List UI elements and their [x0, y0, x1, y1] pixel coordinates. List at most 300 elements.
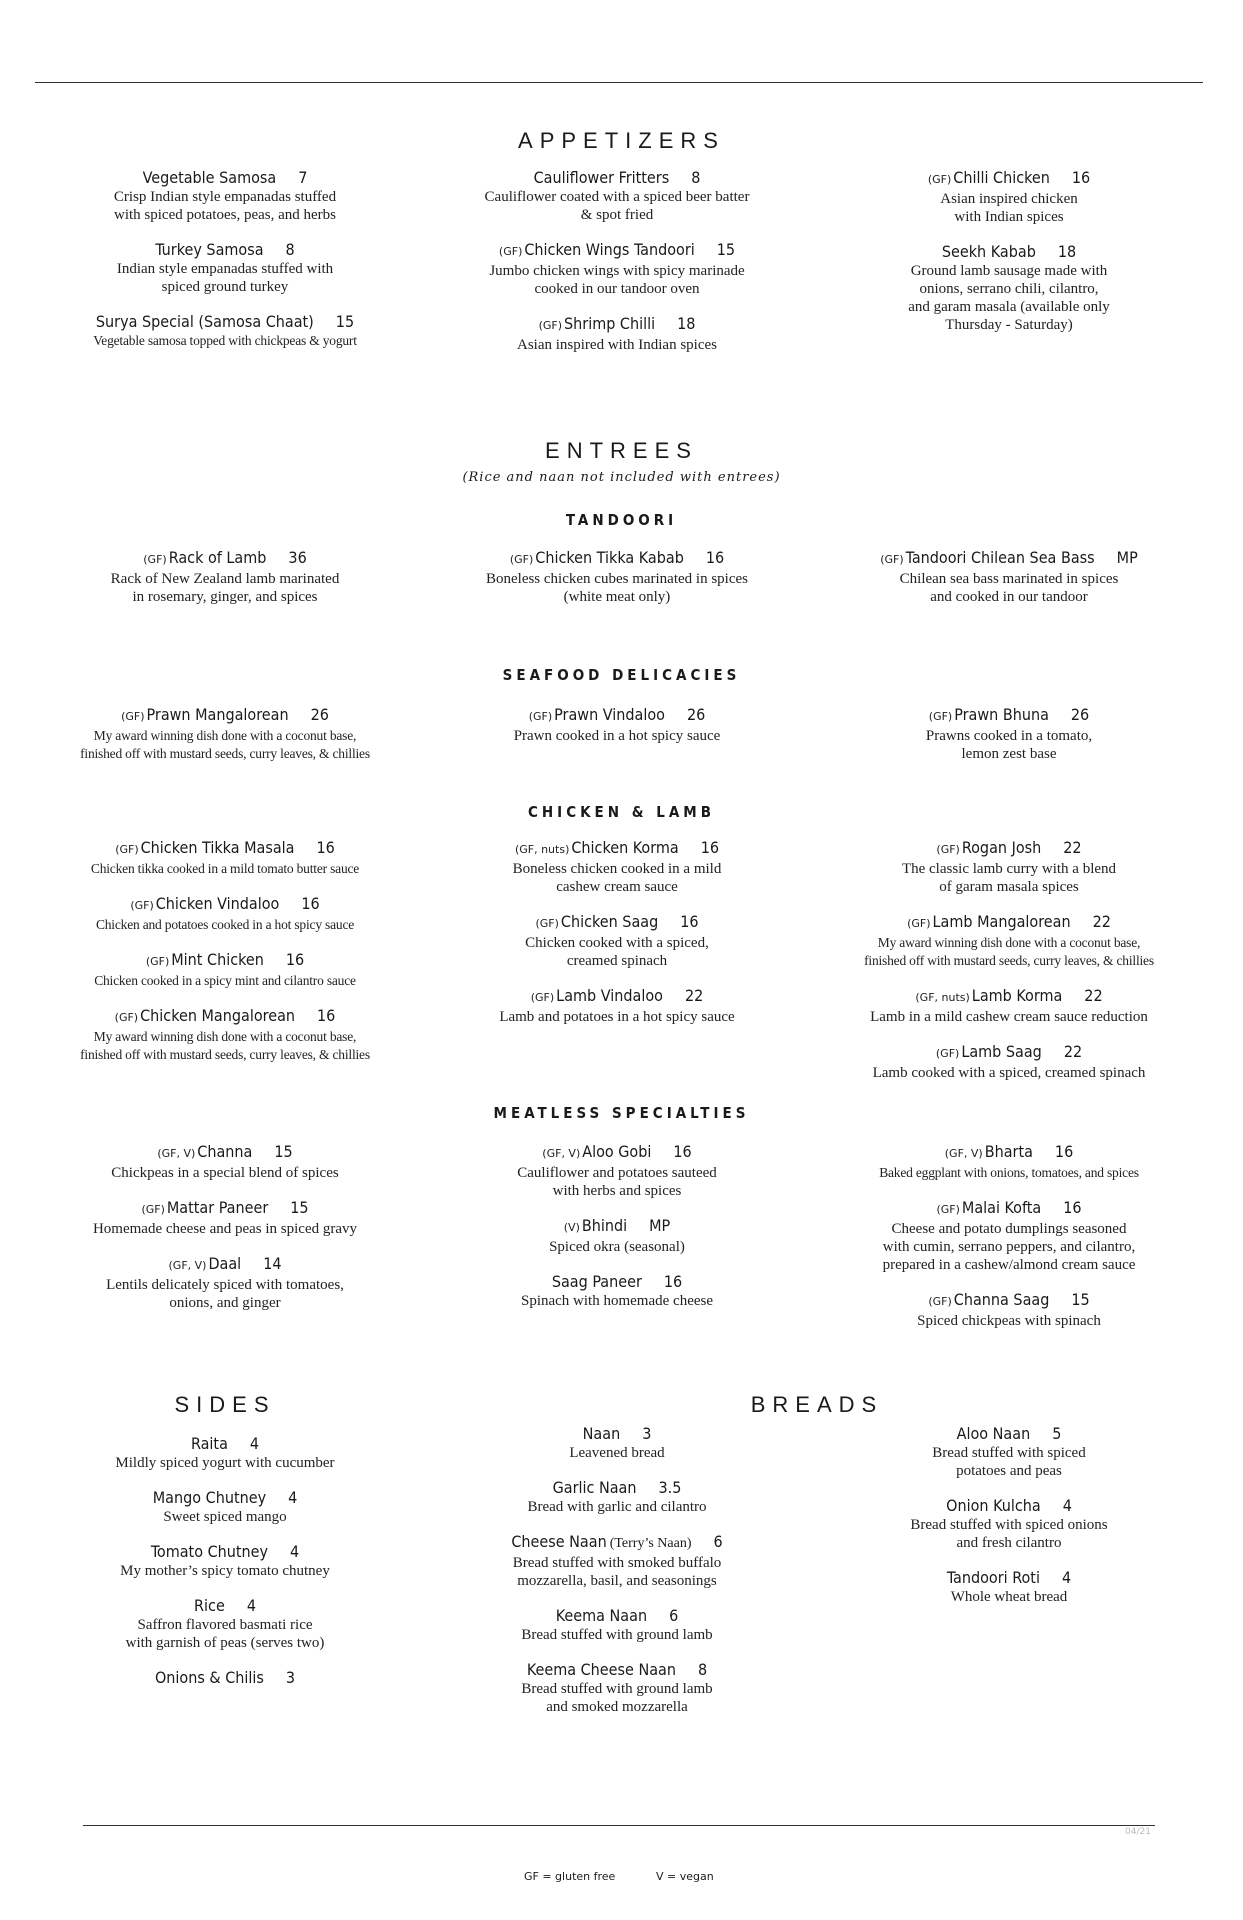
dietary-tag: (GF)	[121, 710, 145, 723]
dietary-tag: (GF, V)	[157, 1147, 196, 1160]
menu-item	[417, 1660, 817, 1716]
menu-item-description: Asian inspired chicken	[940, 191, 1078, 207]
menu-item-description: Homemade cheese and peas in spiced gravy	[92, 1221, 358, 1237]
menu-item	[25, 168, 425, 224]
menu-item-price: 16	[301, 894, 320, 913]
menu-item-heading	[25, 1006, 425, 1028]
menu-item	[25, 838, 425, 878]
menu-item	[417, 1272, 817, 1310]
dietary-tag: (GF)	[130, 899, 154, 912]
menu-item-description: finished off with mustard seeds, curry leaves, & chillies	[80, 746, 370, 761]
menu-item-price: 22	[1092, 912, 1111, 931]
meatless-col-2	[417, 1142, 817, 1326]
meatless-heading: MEATLESS SPECIALTIES	[493, 1104, 750, 1122]
menu-item-heading	[417, 1272, 817, 1292]
menu-item	[809, 548, 1209, 606]
menu-item-price: 26	[686, 705, 706, 724]
menu-item-name: Lamb Saag	[961, 1042, 1042, 1061]
dietary-tag: (GF)	[141, 1203, 165, 1216]
menu-item-name: Seekh Kabab	[941, 242, 1036, 261]
menu-item-price: 16	[680, 912, 699, 931]
dietary-tag: (GF)	[509, 553, 534, 566]
menu-item	[417, 314, 817, 354]
dietary-tag: (GF, V)	[542, 1147, 581, 1160]
menu-item	[809, 838, 1209, 896]
menu-item	[809, 1042, 1209, 1082]
menu-item-description: Cauliflower and potatoes sauteed	[517, 1165, 717, 1181]
tandoori-col-1	[25, 548, 425, 622]
menu-item	[809, 1424, 1209, 1480]
dietary-tag: (GF)	[880, 553, 904, 566]
menu-item-heading	[809, 705, 1209, 727]
menu-item-description: Bread with garlic and cilantro	[527, 1499, 707, 1515]
menu-item-description: cashew cream sauce	[556, 879, 678, 895]
menu-item-price: 15	[1071, 1290, 1090, 1309]
tandoori-col-2	[417, 548, 817, 622]
menu-item-heading	[417, 912, 817, 934]
dietary-tag: (GF)	[535, 917, 559, 930]
menu-item-description: Lamb and potatoes in a hot spicy sauce	[499, 1009, 735, 1025]
menu-item-description: with cumin, serrano peppers, and cilantro,	[882, 1239, 1136, 1255]
dietary-tag: (GF)	[936, 843, 960, 856]
dietary-tag: (GF, V)	[944, 1147, 983, 1160]
appetizers-heading: APPETIZERS	[518, 128, 725, 153]
menu-item-heading	[809, 168, 1209, 190]
menu-item-heading	[25, 1488, 425, 1508]
menu-item-price: MP	[649, 1216, 671, 1235]
menu-item-heading	[25, 1668, 425, 1688]
dietary-tag: (GF)	[143, 553, 167, 566]
menu-item-description: & spot fried	[580, 207, 654, 223]
menu-item	[809, 986, 1209, 1026]
menu-item	[25, 1668, 425, 1688]
menu-item-description: Ground lamb sausage made with	[910, 263, 1108, 279]
menu-item-description: (white meat only)	[563, 589, 671, 605]
menu-item-heading	[809, 838, 1209, 860]
menu-item-description: with spiced potatoes, peas, and herbs	[113, 207, 337, 223]
menu-item-price: 16	[1071, 168, 1091, 187]
menu-item-description: Lentils delicately spiced with tomatoes,	[106, 1277, 344, 1293]
menu-item-description: lemon zest base	[961, 746, 1057, 762]
menu-item-description: in rosemary, ginger, and spices	[132, 589, 318, 605]
menu-item	[25, 1142, 425, 1182]
menu-item-description: Spiced chickpeas with spinach	[917, 1313, 1101, 1329]
menu-item-name: Aloo Gobi	[582, 1142, 652, 1161]
menu-item-name: Bharta	[984, 1142, 1033, 1161]
menu-item-heading	[25, 240, 425, 260]
menu-item-description: Rack of New Zealand lamb marinated	[110, 571, 340, 587]
dietary-tag: (GF)	[528, 710, 553, 723]
menu-item	[809, 912, 1209, 970]
menu-item-description: Bread stuffed with smoked buffalo	[512, 1555, 722, 1571]
breads-col-2	[809, 1424, 1209, 1622]
menu-item	[25, 1434, 425, 1472]
menu-item-name: Rogan Josh	[961, 838, 1042, 857]
meatless-col-1	[25, 1142, 425, 1328]
menu-item-name: Lamb Korma	[971, 986, 1063, 1005]
menu-item-description: Lamb in a mild cashew cream sauce reduction	[870, 1009, 1148, 1025]
dietary-tag: (GF)	[498, 245, 523, 258]
seafood-col-2	[417, 705, 817, 761]
menu-item-description: finished off with mustard seeds, curry leaves, & chillies	[864, 953, 1154, 968]
menu-item-name: Channa Saag	[953, 1290, 1050, 1309]
menu-item-heading	[25, 894, 425, 916]
menu-item-description: Chickpeas in a special blend of spices	[111, 1165, 339, 1181]
menu-item	[809, 1496, 1209, 1552]
menu-item-description: finished off with mustard seeds, curry leaves, & chillies	[80, 1047, 370, 1062]
appetizers-col-3	[809, 168, 1209, 350]
menu-item	[417, 1142, 817, 1200]
menu-item-heading	[25, 705, 425, 727]
menu-item-description: and smoked mozzarella	[546, 1699, 688, 1715]
menu-item	[25, 1542, 425, 1580]
menu-item	[25, 950, 425, 990]
menu-item-heading	[417, 838, 817, 860]
menu-item-price: 14	[263, 1254, 282, 1273]
menu-item-description: The classic lamb curry with a blend	[901, 861, 1117, 877]
menu-item	[417, 240, 817, 298]
sides-list	[25, 1434, 425, 1704]
dietary-tag: (GF)	[928, 710, 953, 723]
menu-item-description: Chicken and potatoes cooked in a hot spicy sauce	[95, 917, 355, 932]
tandoori-col-3	[809, 548, 1209, 622]
menu-item-name: Tandoori Chilean Sea Bass	[905, 548, 1095, 567]
dietary-tag: (GF)	[935, 1047, 960, 1060]
menu-item-price: 26	[1070, 705, 1090, 724]
menu-item-heading	[417, 705, 817, 727]
menu-item	[417, 1532, 817, 1590]
menu-item-price: 22	[1063, 1042, 1083, 1061]
menu-item-heading	[25, 1198, 425, 1220]
menu-item-description: My mother’s spicy tomato chutney	[120, 1563, 330, 1579]
menu-item-description: Leavened bread	[569, 1445, 665, 1461]
menu-item-name: Tomato Chutney	[150, 1542, 269, 1561]
menu-item-name: Chicken Wings Tandoori	[524, 240, 695, 259]
menu-item-price: 5	[1052, 1424, 1062, 1443]
menu-item-heading	[417, 240, 817, 262]
menu-item-name: Naan	[582, 1424, 621, 1443]
menu-item	[417, 1216, 817, 1256]
menu-item-price: 16	[1054, 1142, 1074, 1161]
menu-item-heading	[809, 1424, 1209, 1444]
menu-item-description: Asian inspired with Indian spices	[517, 337, 717, 353]
menu-item-heading	[809, 1290, 1209, 1312]
menu-item-price: 15	[335, 312, 355, 331]
menu-item-price: 22	[1063, 838, 1082, 857]
menu-item	[809, 242, 1209, 334]
appetizers-col-2	[417, 168, 817, 370]
menu-item-heading	[417, 1142, 817, 1164]
menu-item-heading	[809, 1568, 1209, 1588]
menu-item-price: 18	[1057, 242, 1077, 261]
menu-item	[417, 1606, 817, 1644]
menu-item-price: 26	[310, 705, 329, 724]
menu-item-price: 22	[684, 986, 704, 1005]
menu-item	[809, 1198, 1209, 1274]
menu-item-description: mozzarella, basil, and seasonings	[517, 1573, 717, 1589]
menu-item-price: 4	[249, 1434, 260, 1453]
menu-item-description: Boneless chicken cooked in a mild	[512, 861, 722, 877]
menu-item-heading	[417, 1216, 817, 1238]
menu-item-heading	[809, 548, 1209, 570]
menu-item-name: Raita	[190, 1434, 228, 1453]
menu-item-heading	[25, 838, 425, 860]
tandoori-heading: TANDOORI	[565, 511, 678, 529]
menu-item	[417, 548, 817, 606]
menu-item-heading	[417, 1424, 817, 1444]
menu-item-price: 16	[317, 1006, 336, 1025]
menu-item-name: Cauliflower Fritters	[533, 168, 670, 187]
menu-item-name: Channa	[197, 1142, 253, 1161]
menu-item-heading	[25, 1142, 425, 1164]
menu-item-description: and fresh cilantro	[956, 1535, 1062, 1551]
menu-item-price: 16	[673, 1142, 692, 1161]
dietary-tag: (GF, nuts)	[915, 991, 970, 1004]
menu-item	[809, 1142, 1209, 1182]
meatless-col-3	[809, 1142, 1209, 1346]
menu-item-description: My award winning dish done with a coconut base,	[93, 1029, 357, 1044]
top-rule	[35, 82, 1203, 83]
menu-item-name: Prawn Vindaloo	[554, 705, 665, 724]
breads-heading: BREADS	[750, 1392, 884, 1417]
menu-item	[25, 1596, 425, 1652]
menu-item-description: and garam masala (available only	[908, 299, 1110, 315]
dietary-tag: (GF)	[907, 917, 931, 930]
menu-item-name: Chicken Vindaloo	[155, 894, 280, 913]
menu-item-description: Bread stuffed with ground lamb	[521, 1681, 713, 1697]
menu-item-heading	[809, 1496, 1209, 1516]
menu-item-description: Spiced okra (seasonal)	[549, 1239, 685, 1255]
menu-item-description: My award winning dish done with a coconut base,	[93, 728, 357, 743]
menu-item-description: with Indian spices	[954, 209, 1064, 225]
menu-item-name: Garlic Naan	[552, 1478, 637, 1497]
menu-item-name: Mattar Paneer	[166, 1198, 269, 1217]
menu-item-description: Vegetable samosa topped with chickpeas & yogurt	[93, 333, 357, 348]
seafood-heading: SEAFOOD DELICACIES	[502, 666, 741, 684]
menu-item-description: Chicken cooked in a spicy mint and cilantro sauce	[94, 973, 356, 988]
menu-item-description: spiced ground turkey	[161, 279, 289, 295]
menu-item-description: Chilean sea bass marinated in spices	[899, 571, 1119, 587]
menu-item-name: Mango Chutney	[152, 1488, 267, 1507]
menu-item-description: Chicken cooked with a spiced,	[525, 935, 709, 951]
menu-item-name: Aloo Naan	[956, 1424, 1031, 1443]
menu-item	[25, 240, 425, 296]
menu-item-name: Tandoori Roti	[946, 1568, 1040, 1587]
menu-item-description: Lamb cooked with a spiced, creamed spinach	[872, 1065, 1146, 1081]
menu-item-name: Chicken Mangalorean	[140, 1006, 296, 1025]
menu-item-heading	[25, 1542, 425, 1562]
menu-item	[417, 986, 817, 1026]
menu-item-heading	[417, 314, 817, 336]
menu-item-price: MP	[1116, 548, 1138, 567]
appetizers-col-1	[25, 168, 425, 366]
entrees-heading: ENTREES	[545, 438, 698, 463]
menu-item-name: Lamb Mangalorean	[932, 912, 1071, 931]
menu-item-price: 22	[1084, 986, 1103, 1005]
gf-legend: GF = gluten free	[524, 1870, 616, 1883]
menu-item-description: with herbs and spices	[552, 1183, 682, 1199]
menu-item-price: 15	[716, 240, 736, 259]
dietary-tag: (GF)	[928, 1295, 952, 1308]
menu-item-description: onions, serrano chili, cilantro,	[919, 281, 1099, 297]
menu-item-description: cooked in our tandoor oven	[534, 281, 700, 297]
menu-item-name: Onions & Chilis	[154, 1668, 264, 1687]
menu-item	[25, 894, 425, 934]
menu-item-name: Daal	[208, 1254, 242, 1273]
menu-item-heading	[25, 1254, 425, 1276]
menu-item-name: Surya Special (Samosa Chaat)	[95, 312, 314, 331]
menu-item-name: Rack of Lamb	[168, 548, 267, 567]
menu-item	[417, 838, 817, 896]
menu-item-heading	[25, 950, 425, 972]
menu-item-description: Sweet spiced mango	[163, 1509, 287, 1525]
breads-col-1	[417, 1424, 817, 1732]
menu-item-price: 16	[705, 548, 725, 567]
seafood-col-1	[25, 705, 425, 779]
menu-item-heading	[809, 1042, 1209, 1064]
dietary-tag: (GF, nuts)	[514, 843, 570, 856]
menu-item-price: 18	[677, 314, 696, 333]
menu-item-price: 3	[642, 1424, 652, 1443]
menu-item	[25, 1254, 425, 1312]
menu-item-name: Cheese Naan	[511, 1532, 607, 1551]
menu-item-heading	[25, 548, 425, 570]
menu-item-price: 16	[285, 950, 305, 969]
menu-item-price: 3.5	[658, 1478, 682, 1497]
chicken-lamb-col-3	[809, 838, 1209, 1098]
seafood-col-3	[809, 705, 1209, 779]
menu-item-name: Vegetable Samosa	[142, 168, 277, 187]
bottom-rule	[83, 1825, 1155, 1826]
menu-item-heading	[25, 168, 425, 188]
menu-item-heading	[809, 986, 1209, 1008]
chicken-lamb-col-2	[417, 838, 817, 1042]
dietary-tag: (GF)	[936, 1203, 960, 1216]
menu-item-name: Shrimp Chilli	[564, 314, 656, 333]
menu-item-description: Prawns cooked in a tomato,	[925, 728, 1093, 744]
menu-item-description: creamed spinach	[566, 953, 668, 969]
menu-item-heading	[417, 1660, 817, 1680]
menu-item-price: 36	[288, 548, 307, 567]
menu-item	[417, 1478, 817, 1516]
menu-item-name: Prawn Bhuna	[954, 705, 1049, 724]
menu-item-name: Chicken Korma	[571, 838, 679, 857]
menu-item-price: 6	[713, 1532, 723, 1551]
chicken-lamb-heading: CHICKEN & LAMB	[527, 803, 715, 821]
menu-item-price: 7	[298, 168, 308, 187]
menu-item	[809, 1568, 1209, 1606]
menu-item-name: Bhindi	[581, 1216, 628, 1235]
dietary-tag: (GF, V)	[168, 1259, 207, 1272]
menu-item-name: Chicken Tikka Kabab	[535, 548, 684, 567]
menu-item-price: 8	[697, 1660, 708, 1679]
menu-item-price: 8	[691, 168, 701, 187]
menu-item-price: 15	[274, 1142, 293, 1161]
menu-item-description: with garnish of peas (serves two)	[125, 1635, 325, 1651]
menu-item-price: 8	[285, 240, 295, 259]
menu-item	[809, 705, 1209, 763]
menu-item-heading	[25, 1596, 425, 1616]
menu-item-name: Chicken Tikka Masala	[140, 838, 295, 857]
menu-item-heading	[809, 912, 1209, 934]
dietary-tag: (GF)	[145, 955, 170, 968]
menu-item-description: Boneless chicken cubes marinated in spices	[485, 571, 748, 587]
menu-item	[417, 1424, 817, 1462]
menu-item-name: Mint Chicken	[171, 950, 264, 969]
menu-item-description: Crisp Indian style empanadas stuffed	[113, 189, 337, 205]
menu-item-description: Cheese and potato dumplings seasoned	[891, 1221, 1127, 1237]
sides-heading: SIDES	[174, 1392, 276, 1417]
menu-item	[25, 548, 425, 606]
menu-item-description: Thursday - Saturday)	[945, 317, 1073, 333]
menu-item-heading	[417, 548, 817, 570]
menu-item	[417, 168, 817, 224]
menu-item-description: Prawn cooked in a hot spicy sauce	[513, 728, 721, 744]
menu-item-description: Cauliflower coated with a spiced beer batter	[484, 189, 750, 205]
menu-item-heading	[417, 986, 817, 1008]
menu-item-heading	[25, 312, 425, 332]
menu-item-heading	[417, 1606, 817, 1626]
menu-item-price: 16	[663, 1272, 683, 1291]
entrees-note: (Rice and naan not included with entrees)	[462, 470, 781, 485]
menu-item-price: 4	[246, 1596, 256, 1615]
menu-item-name: Chilli Chicken	[953, 168, 1050, 187]
vegan-legend: V = vegan	[656, 1870, 714, 1883]
chicken-lamb-col-1	[25, 838, 425, 1080]
menu-item-price: 4	[1062, 1496, 1072, 1515]
menu-item-description: onions, and ginger	[169, 1295, 281, 1311]
menu-item-name: Keema Naan	[555, 1606, 648, 1625]
menu-item	[25, 1488, 425, 1526]
dietary-tag: (GF)	[530, 991, 555, 1004]
menu-item-heading	[417, 1478, 817, 1498]
menu-item-name: Turkey Samosa	[155, 240, 264, 259]
menu-item-name: Rice	[194, 1596, 225, 1615]
menu-item	[809, 1290, 1209, 1330]
menu-item-price: 16	[316, 838, 335, 857]
menu-item-description: My award winning dish done with a coconut base,	[877, 935, 1141, 950]
menu-item	[25, 1006, 425, 1064]
menu-item-description: Bread stuffed with ground lamb	[521, 1627, 713, 1643]
menu-item-price: 4	[290, 1542, 300, 1561]
menu-item-description: Spinach with homemade cheese	[520, 1293, 714, 1309]
menu-item-description: Baked eggplant with onions, tomatoes, and spices	[879, 1165, 1139, 1180]
menu-item-description: Saffron flavored basmati rice	[137, 1617, 313, 1633]
dietary-tag: (GF)	[115, 843, 139, 856]
menu-version-code: 04/21	[1125, 1827, 1151, 1837]
menu-item-price: 16	[1063, 1198, 1082, 1217]
menu-item-description: of garam masala spices	[939, 879, 1079, 895]
menu-item	[25, 312, 425, 350]
menu-item-price: 15	[290, 1198, 309, 1217]
menu-item-price: 16	[700, 838, 720, 857]
menu-item-price: 6	[669, 1606, 679, 1625]
menu-item-name: Lamb Vindaloo	[556, 986, 663, 1005]
menu-item-heading	[417, 1532, 817, 1554]
menu-item-price: 4	[1061, 1568, 1072, 1587]
menu-item	[809, 168, 1209, 226]
menu-item-name: Keema Cheese Naan	[526, 1660, 676, 1679]
menu-item-description: Chicken tikka cooked in a mild tomato butter sauce	[90, 861, 360, 876]
menu-item-description: potatoes and peas	[956, 1463, 1062, 1479]
menu-item-heading	[25, 1434, 425, 1454]
menu-item	[417, 705, 817, 745]
menu-item-name: Onion Kulcha	[946, 1496, 1041, 1515]
menu-item-description: Jumbo chicken wings with spicy marinade	[489, 263, 745, 279]
dietary-tag: (GF)	[114, 1011, 139, 1024]
menu-item	[25, 1198, 425, 1238]
menu-item-description: Indian style empanadas stuffed with	[116, 261, 334, 277]
